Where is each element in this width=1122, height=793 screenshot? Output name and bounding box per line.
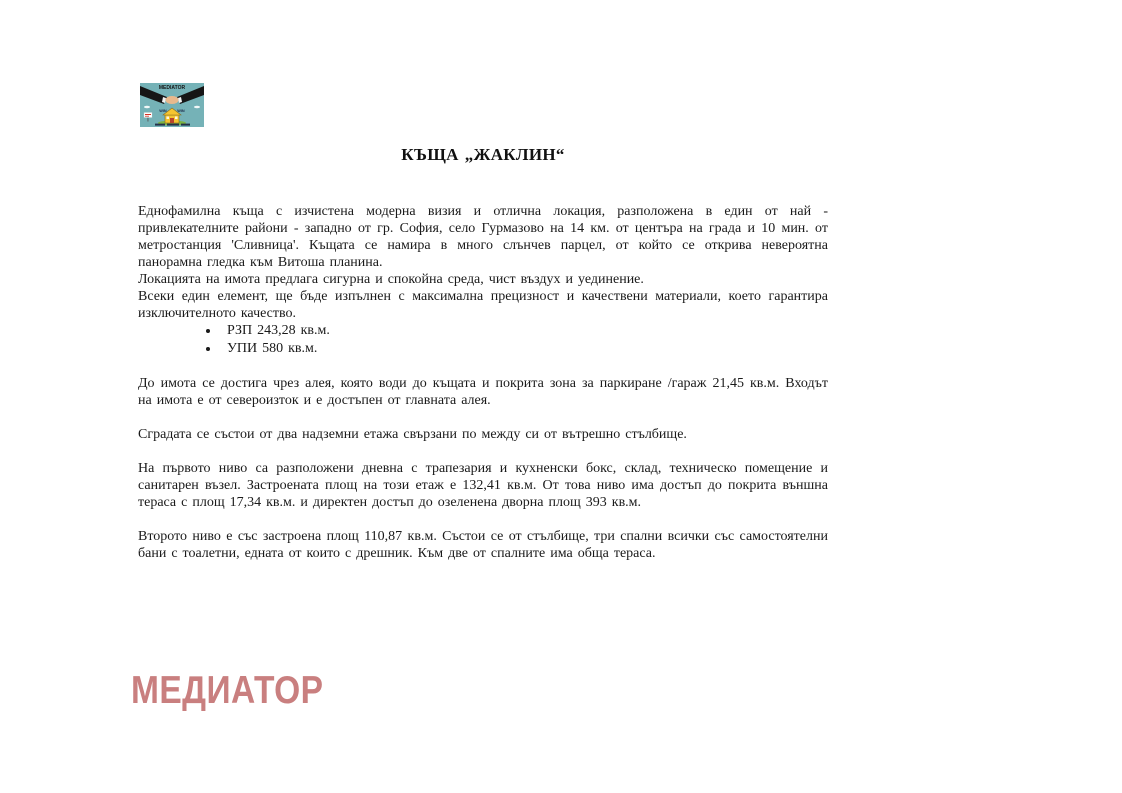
logo-win-right-text: WIN	[177, 109, 185, 113]
paragraph-first-floor: На първото ниво са разположени дневна с трапезария и кухненски бокс, склад, техническо помещение и санитарен възел. Застроената площ на този етаж е 132,41 кв.м. От това ниво има достъп до покрита външна тераса с площ 17,34 кв.м. и директен достъп до озеленена дворна площ 393 кв.м.	[138, 461, 828, 510]
page-title: КЪЩА „ЖАКЛИН“	[401, 145, 565, 164]
logo-win-left-text: WIN	[159, 109, 167, 113]
logo-brand-text: MEDIATOR	[158, 85, 186, 91]
spec-bullet-list	[138, 322, 828, 358]
intro-block	[138, 203, 828, 358]
bullet-rzp-area: • РЗП 243,28 кв.м.	[220, 322, 828, 340]
paragraph-description: Еднофамилна къща с изчистена модерна визия и отлична локация, разположена в един от най - привлекателните райони - западно от гр. София, село Гурмазово на 14 км. от центъра на града и 10 мин. от метростанция 'Сливница'. Къщата се намира в много слънчев парцел, от който се открива невероятна панорамна гледка към Витоша планина.	[138, 204, 828, 270]
paragraph-location: Локацията на имота предлага сигурна и спокойна среда, чист въздух и уединение.	[138, 272, 644, 287]
paragraph-structure: Сградата се състои от два надземни етажа свързани по между си от вътрешно стълбище.	[138, 427, 687, 442]
bullet-upi-area: • УПИ 580 кв.м.	[220, 340, 828, 358]
paragraph-quality: Всеки един елемент, ще бъде изпълнен с максимална прецизност и качествени материали, което гарантира изключителното качество.	[138, 289, 828, 321]
paragraph-second-floor: Второто ниво е със застроена площ 110,87 кв.м. Състои се от стълбище, три спални всички със самостоятелни бани с тоалетни, едната от които с дрешник. Към две от спалните има обща тераса.	[138, 529, 828, 561]
document-body	[138, 0, 828, 562]
mediator-wordmark: МЕДИАТОР	[131, 669, 324, 712]
paragraph-access: До имота се достига чрез алея, която води до къщата и покрита зона за паркиране /гараж 21,45 кв.м. Входът на имота е от североизток и е достъпен от главната алея.	[138, 376, 828, 408]
